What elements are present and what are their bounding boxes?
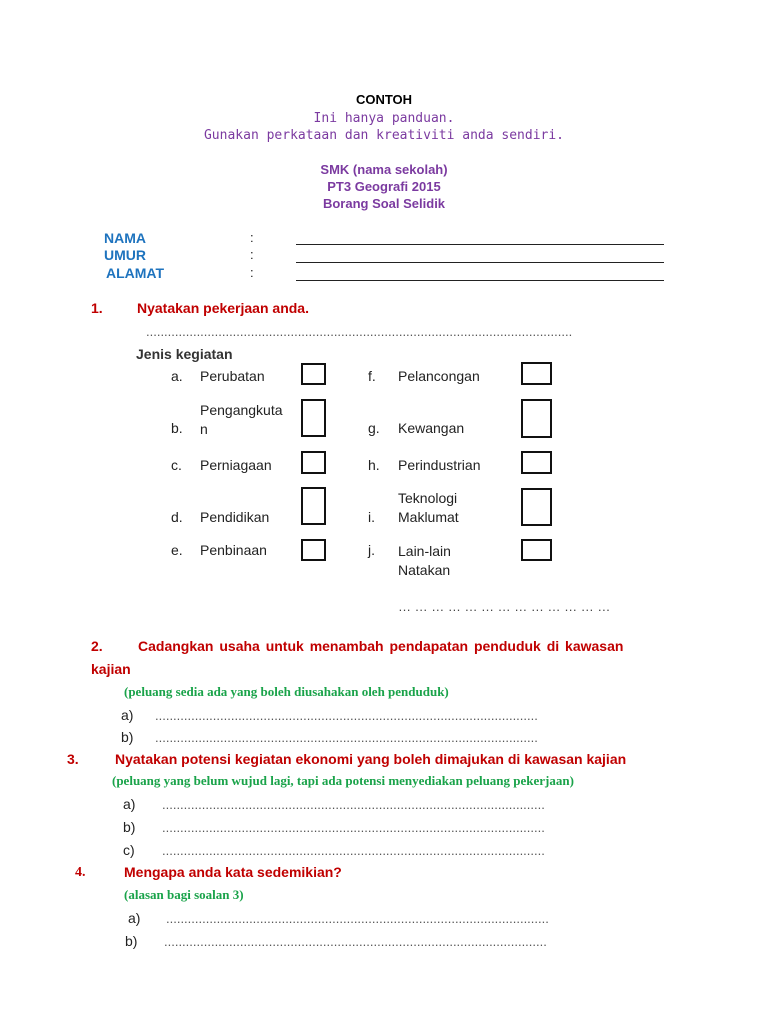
option-letter: h.: [368, 457, 380, 473]
q4-text: Mengapa anda kata sedemikian?: [124, 864, 342, 880]
checkbox-penbinaan[interactable]: [301, 539, 326, 561]
answer-label: c): [123, 842, 135, 858]
q2-hint: (peluang sedia ada yang boleh diusahakan oleh penduduk): [124, 684, 449, 699]
option-letter: f.: [368, 368, 376, 384]
school-name: SMK (nama sekolah): [320, 162, 448, 177]
q4-answer-a-line[interactable]: ..........................................................................................................: [166, 911, 549, 926]
answer-label: b): [123, 819, 136, 835]
checkbox-pendidikan[interactable]: [301, 487, 326, 525]
option-letter: g.: [368, 420, 380, 436]
form-name: Borang Soal Selidik: [322, 196, 446, 211]
q2-answer-a-line[interactable]: ..........................................................................................................: [155, 708, 538, 723]
answer-label: a): [121, 707, 134, 723]
q1-number: 1.: [91, 300, 103, 316]
checkbox-perubatan[interactable]: [301, 363, 326, 385]
q1-answer-line[interactable]: ......................................................................................................................: [146, 324, 573, 339]
option-label-perniagaan: Perniagaan: [200, 457, 272, 473]
q2-number: 2.: [91, 638, 103, 654]
option-label-perindustrian: Perindustrian: [398, 457, 481, 473]
answer-label: a): [123, 796, 136, 812]
option-label-teknologi-maklumat: Teknologi Maklumat: [398, 490, 459, 525]
option-label-pendidikan: Pendidikan: [200, 509, 270, 525]
guide-line-2: Gunakan perkataan dan kreativiti anda sendiri.: [203, 128, 565, 143]
field-label-alamat: ALAMAT: [106, 265, 165, 281]
field-label-umur: UMUR: [104, 247, 146, 263]
option-label-perubatan: Perubatan: [200, 368, 265, 384]
answer-label: b): [121, 729, 134, 745]
q4-hint: (alasan bagi soalan 3): [124, 887, 244, 902]
q4-answer-b-line[interactable]: ..........................................................................................................: [164, 934, 547, 949]
option-letter: d.: [171, 509, 183, 525]
option-letter: b.: [171, 420, 183, 436]
q3-answer-c-line[interactable]: ..........................................................................................................: [162, 843, 545, 858]
q3-answer-b-line[interactable]: ..........................................................................................................: [162, 820, 545, 835]
guide-line-1: Ini hanya panduan.: [313, 111, 455, 126]
q3-number: 3.: [67, 751, 79, 767]
field-label-nama: NAMA: [104, 230, 146, 246]
checkbox-teknologi-maklumat[interactable]: [521, 488, 552, 526]
answer-label: a): [128, 910, 141, 926]
q3-hint: (peluang yang belum wujud lagi, tapi ada potensi menyediakan peluang pekerjaan): [112, 773, 574, 788]
checkbox-pengangkutan[interactable]: [301, 399, 326, 437]
nama-input-line[interactable]: [296, 244, 664, 245]
document-title: CONTOH: [355, 92, 413, 107]
other-answer-dots[interactable]: … … … … … … … … … … … … …: [398, 599, 611, 614]
jenis-kegiatan-label: Jenis kegiatan: [136, 346, 233, 362]
q3-answer-a-line[interactable]: ..........................................................................................................: [162, 797, 545, 812]
q2-answer-b-line[interactable]: ..........................................................................................................: [155, 730, 538, 745]
checkbox-perindustrian[interactable]: [521, 451, 552, 474]
alamat-input-line[interactable]: [296, 280, 664, 281]
option-label-penbinaan: Penbinaan: [200, 542, 267, 558]
option-label-pelancongan: Pelancongan: [398, 368, 480, 384]
option-letter: j.: [368, 542, 375, 558]
checkbox-pelancongan[interactable]: [521, 362, 552, 385]
option-label-kewangan: Kewangan: [398, 420, 465, 436]
checkbox-kewangan[interactable]: [521, 399, 552, 438]
q2-text-line-2: kajian: [91, 661, 131, 677]
option-letter: i.: [368, 509, 375, 525]
field-colon: :: [250, 265, 254, 280]
answer-label: b): [125, 933, 138, 949]
q4-number: 4.: [75, 865, 86, 880]
option-label-lain-lain: Lain-lain Natakan: [398, 543, 451, 578]
q3-text: Nyatakan potensi kegiatan ekonomi yang boleh dimajukan di kawasan kajian: [115, 751, 627, 767]
option-letter: e.: [171, 542, 183, 558]
q2-text: Cadangkan usaha untuk menambah pendapatan penduduk di kawasan: [138, 638, 624, 654]
option-letter: a.: [171, 368, 183, 384]
checkbox-perniagaan[interactable]: [301, 451, 326, 474]
umur-input-line[interactable]: [296, 262, 664, 263]
checkbox-lain-lain[interactable]: [521, 539, 552, 561]
option-label-pengangkutan: Pengangkuta n: [200, 402, 283, 437]
subject-line: PT3 Geografi 2015: [327, 179, 441, 194]
field-colon: :: [250, 230, 254, 245]
q1-text: Nyatakan pekerjaan anda.: [137, 300, 309, 316]
option-letter: c.: [171, 457, 182, 473]
field-colon: :: [250, 247, 254, 262]
